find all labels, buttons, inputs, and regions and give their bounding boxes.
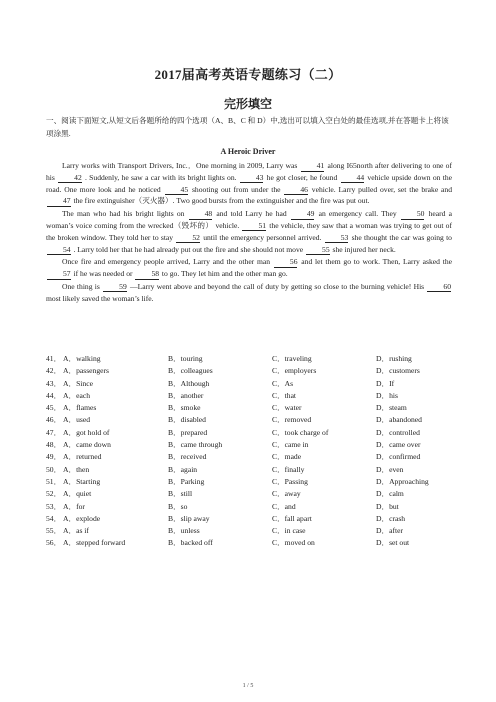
option-d: D．confirmed (376, 452, 421, 462)
passage-text: . Suddenly, he saw a car with its bright lights on. (82, 172, 239, 182)
option-a: A．walking (63, 354, 101, 363)
blank-number: 44 (341, 174, 365, 184)
passage-text: along I65north after delivering to one of his (46, 161, 452, 182)
option-b: B．another (168, 390, 204, 400)
question-number: 47． (46, 427, 62, 437)
passage-text: if he was needed or (71, 269, 135, 279)
passage-paragraph (46, 208, 452, 255)
option-c: C．employers (272, 366, 317, 376)
blank-number: 54 (47, 246, 71, 256)
option-d: D．abandoned (376, 415, 422, 425)
instructions-text: 一、阅读下面短文,从短文后各题所给的四个选项（A、B、C 和 D）中,选出可以填入空白处的最佳选项,并在答题卡上将该项涂黑. (46, 116, 449, 138)
option-b: B．came through (168, 440, 223, 450)
option-c: C．away (272, 489, 301, 499)
blank-number: 42 (58, 174, 82, 184)
question-number: 51． (46, 476, 62, 486)
option-c: C．and (272, 501, 296, 511)
option-row (46, 414, 456, 426)
option-d: D．set out (376, 538, 410, 548)
option-b: B．unless (168, 526, 200, 536)
option-b: B．Parking (168, 476, 205, 486)
passage-text: The man who had his bright lights on (62, 209, 188, 219)
passage-text: an emergency call. They (315, 209, 400, 219)
blank-number: 55 (306, 246, 330, 256)
option-row (46, 513, 456, 525)
option-c: C．fall apart (272, 513, 312, 523)
question-number: 56． (46, 538, 62, 548)
passage-text: to go. They let him and the other man go. (160, 269, 288, 279)
option-row (46, 427, 456, 439)
option-c: C．took charge of (272, 427, 329, 437)
option-d: D．steam (376, 403, 407, 413)
option-a: A．for (63, 501, 85, 511)
passage-text: vehicle. Larry pulled over, set the brake and (308, 184, 452, 194)
question-number: 50． (46, 464, 62, 474)
option-a: A．then (63, 464, 90, 474)
option-a: A．returned (63, 452, 102, 462)
option-d: D．after (376, 526, 403, 536)
option-a: A．quiet (63, 489, 92, 499)
option-c: C．As (272, 378, 294, 388)
option-b: B．Although (168, 378, 210, 388)
option-b: B．colleagues (168, 366, 213, 376)
passage-paragraph (46, 160, 452, 207)
passage-text: Larry works with Transport Drivers, Inc.．One morning in 2009, Larry was (62, 161, 300, 170)
blank-number: 57 (47, 270, 71, 280)
option-d: D．Approaching (376, 476, 429, 486)
option-d: D．calm (376, 489, 404, 499)
question-number: 41． (46, 354, 62, 363)
passage-paragraph (46, 281, 452, 305)
option-row (46, 537, 456, 549)
blank-number: 51 (242, 222, 266, 232)
passage-text: the vehicle, they saw that a woman was trying to get out of the broken window. They told her to stay (46, 220, 453, 242)
option-d: D．but (376, 501, 399, 511)
passage-text: she injured her neck. (330, 244, 396, 254)
option-c: C．in case (272, 526, 306, 536)
question-number: 48． (46, 440, 62, 450)
option-d: D．customers (376, 366, 420, 376)
option-d: D．came over (376, 440, 421, 450)
passage-paragraph (46, 256, 452, 280)
blank-number: 58 (135, 270, 159, 280)
passage-text: she thought the car was going to (349, 232, 452, 242)
passage-text: and told Larry he had (213, 209, 290, 219)
option-d: D．rushing (376, 354, 412, 363)
option-d: D．If (376, 378, 395, 388)
option-a: A．used (63, 415, 90, 425)
option-a: A．explode (63, 513, 101, 523)
option-b: B．touring (168, 354, 203, 363)
blank-number: 59 (103, 283, 127, 293)
passage-text: heard a woman’s voice coming from the wrecked（毁坏的） vehicle. (46, 209, 453, 230)
option-b: B．backed off (168, 538, 213, 548)
option-b: B．so (168, 501, 188, 511)
option-b: B．received (168, 452, 207, 462)
option-d: D．controlled (376, 427, 420, 437)
passage-text: and let them go to work. Then, Larry asked the (298, 257, 452, 267)
question-number: 45． (46, 403, 62, 413)
option-c: C．finally (272, 464, 305, 474)
option-row (46, 365, 456, 377)
option-c: C．Passing (272, 476, 308, 486)
option-c: C．traveling (272, 354, 312, 363)
option-d: D．even (376, 464, 404, 474)
page-number: 1 / 5 (242, 683, 254, 689)
blank-number: 50 (401, 210, 425, 220)
question-number: 49． (46, 452, 62, 462)
option-a: A．came down (63, 440, 111, 450)
question-number: 53． (46, 501, 62, 511)
blank-number: 48 (189, 210, 213, 220)
option-c: C．that (272, 390, 297, 400)
question-number: 42． (46, 366, 62, 376)
blank-number: 46 (284, 186, 308, 196)
option-b: B．prepared (168, 427, 208, 437)
answer-options-table (46, 353, 456, 550)
option-b: B．again (168, 464, 198, 474)
option-row (46, 353, 456, 365)
option-row (46, 464, 456, 476)
option-a: A．as if (63, 526, 89, 536)
option-row (46, 525, 456, 537)
passage-text: Once fire and emergency people arrived, Larry and the other man (62, 257, 273, 267)
blank-number: 49 (291, 210, 315, 220)
passage-title: A Heroic Driver (220, 147, 276, 156)
page-title: 2017届高考英语专题练习（二） (154, 67, 342, 82)
passage-text: shooting out from under the (189, 184, 284, 194)
option-row (46, 390, 456, 402)
option-row (46, 501, 456, 513)
option-row (46, 439, 456, 451)
blank-number: 52 (176, 234, 200, 244)
question-number: 44． (46, 390, 62, 400)
blank-number: 47 (47, 197, 71, 207)
option-row (46, 378, 456, 390)
option-d: D．his (376, 390, 398, 400)
question-number: 54． (46, 513, 62, 523)
option-c: C．made (272, 452, 302, 462)
option-row (46, 451, 456, 463)
passage-text: the fire extinguisher（灭火器）. Two good bursts from the extinguisher and the fire was put out. (71, 196, 370, 206)
option-a: A．passengers (63, 366, 109, 376)
passage-text: most likely saved the woman’s life. (46, 293, 154, 303)
option-c: C．removed (272, 415, 312, 425)
option-b: B．slip away (168, 513, 210, 523)
question-number: 52． (46, 489, 62, 499)
option-b: B．smoke (168, 403, 201, 413)
blank-number: 43 (240, 174, 264, 184)
option-row (46, 488, 456, 500)
option-a: A．stepped forward (63, 538, 126, 548)
section-subtitle: 完形填空 (223, 97, 272, 111)
passage-text: —Larry went above and beyond the call of duty by getting so close to the burning vehicle! His (127, 281, 427, 291)
passage-text: One thing is (62, 281, 103, 291)
passage-text: vehicle upside down on the road. One more look and he noticed (46, 172, 452, 194)
option-c: C．moved on (272, 538, 315, 548)
option-a: A．got hold of (63, 427, 110, 437)
blank-number: 56 (274, 258, 298, 268)
passage-text: . Larry told her that he had already put out the fire and she should not move (71, 244, 306, 254)
question-number: 46． (46, 415, 62, 425)
option-c: C．water (272, 403, 302, 413)
option-a: A．flames (63, 403, 97, 413)
blank-number: 41 (301, 162, 325, 172)
passage-text: until the emergency personnel arrived. (200, 232, 324, 242)
option-c: C．came in (272, 440, 309, 450)
passage-text: he got closer, he found (264, 172, 340, 182)
option-row (46, 402, 456, 414)
option-a: A．Starting (63, 476, 101, 486)
option-b: B．disabled (168, 415, 206, 425)
blank-number: 60 (427, 283, 451, 293)
option-b: B．still (168, 489, 193, 499)
passage-body (46, 160, 452, 306)
question-number: 43． (46, 378, 62, 388)
blank-number: 53 (325, 234, 349, 244)
option-d: D．crash (376, 513, 406, 523)
option-a: A．Since (63, 378, 93, 388)
question-number: 55． (46, 526, 62, 536)
option-row (46, 476, 456, 488)
blank-number: 45 (165, 186, 189, 196)
option-a: A．each (63, 390, 90, 400)
